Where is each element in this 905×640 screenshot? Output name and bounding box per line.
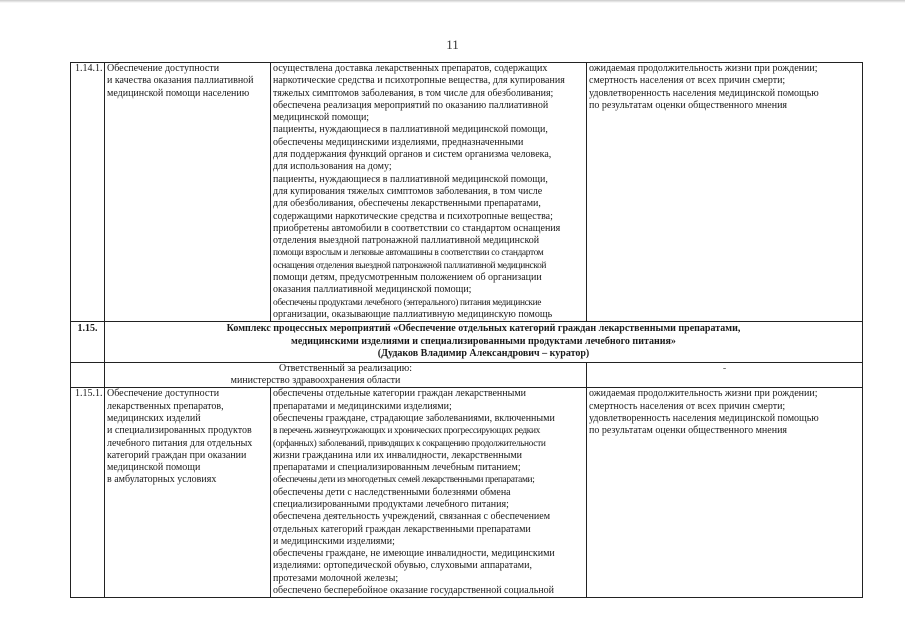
task-line: Обеспечение доступности — [107, 388, 220, 400]
result-line: медицинской помощи; — [273, 112, 370, 124]
result-line: наркотические средства и психотропные вещества, для купирования — [273, 75, 565, 87]
indicator-line: ожидаемая продолжительность жизни при рождении; — [589, 388, 818, 400]
result-line: отделения выездной патронажной паллиативной медицинской — [273, 235, 540, 247]
result-line: содержащими наркотические средства и психотропные вещества; — [273, 210, 553, 222]
task-line: лекарственных препаратов, — [107, 400, 224, 412]
indicator-line: смертность населения от всех причин смерти; — [589, 75, 786, 87]
result-line: оснащения отделения выездной патронажной паллиативной медицинской — [273, 260, 547, 271]
task-line: лечебного питания для отдельных — [107, 437, 253, 449]
results-cell — [271, 388, 587, 598]
responsible-label: Ответственный за реализацию: — [278, 362, 413, 374]
result-line: пациенты, нуждающиеся в паллиативной медицинской помощи, — [273, 173, 548, 185]
empty-cell — [71, 362, 105, 388]
scan-edge — [0, 0, 905, 3]
indicator-line: удовлетворенность населения медицинской помощью — [589, 87, 819, 99]
result-line: специализированными продуктами лечебного питания; — [273, 499, 509, 510]
indicator-line: смертность населения от всех причин смерти; — [589, 400, 786, 412]
result-line: осуществлена доставка лекарственных препаратов, содержащих — [273, 63, 548, 74]
result-line: жизни гражданина или их инвалидности, лекарственными — [273, 449, 523, 461]
table-row-1-15-1 — [71, 388, 863, 598]
task-cell — [105, 63, 271, 322]
indicator-line: по результатам оценки общественного мнения — [589, 425, 788, 437]
result-line: обеспечены продуктами лечебного (энтерального) питания медицинские — [273, 297, 542, 308]
table-row-1-14-1 — [71, 63, 863, 322]
responsible-value: министерство здравоохранения области — [230, 375, 401, 387]
result-line: обеспечено бесперебойное оказание государственной социальной — [273, 585, 554, 597]
result-line: обеспечены граждане, не имеющие инвалидности, медицинскими — [273, 548, 555, 560]
result-line: приобретены автомобили в соответствии со стандартом оснащения — [273, 222, 561, 234]
result-line: изделиями: ортопедической обувью, слуховыми аппаратами, — [273, 560, 532, 572]
result-line: обеспечены дети из многодетных семей лекарственными препаратами; — [273, 475, 535, 486]
result-line: в перечень жизнеугрожающих и хронических прогрессирующих редких — [273, 426, 541, 437]
result-line: и медицинскими изделиями; — [273, 535, 395, 547]
result-line: для использования на дому; — [273, 161, 392, 173]
indicators-cell — [587, 63, 863, 322]
section-title-line: медицинскими изделиями и специализированными продуктами лечебного питания» — [291, 335, 676, 347]
result-line: обеспечены отдельные категории граждан лекарственными — [273, 388, 527, 400]
result-line: помощи взрослым и легковые автомашины в соответствии со стандартом — [273, 248, 544, 259]
indicator-line: ожидаемая продолжительность жизни при рождении; — [589, 63, 818, 74]
task-line: категорий граждан при оказании — [107, 449, 247, 461]
result-line: протезами молочной железы; — [273, 572, 399, 584]
result-line: отдельных категорий граждан лекарственными препаратами — [273, 523, 531, 535]
result-line: оказания паллиативной медицинской помощи; — [273, 284, 472, 296]
dash-cell: - — [587, 362, 863, 388]
row-number: 1.15.1. — [71, 388, 105, 598]
result-line: обеспечены медицинскими изделиями, предназначенными — [273, 136, 524, 148]
result-line: (орфанных) заболеваний, приводящих к сокращению продолжительности — [273, 438, 546, 449]
result-line: для обезболивания, обеспечены лекарственными препаратами, — [273, 198, 541, 210]
result-line: пациенты, нуждающиеся в паллиативной медицинской помощи, — [273, 124, 548, 136]
task-line: медицинской помощи — [107, 462, 201, 474]
responsible-row — [71, 362, 863, 388]
result-line: препаратами и медицинскими изделиями; — [273, 400, 452, 412]
result-line: обеспечена деятельность учреждений, связанная с обеспечением — [273, 511, 551, 523]
section-title-line: Комплекс процессных мероприятий «Обеспечение отдельных категорий граждан лекарственными препаратами, — [226, 323, 741, 335]
result-line: обеспечены дети с наследственными болезнями обмена — [273, 486, 511, 498]
activities-table — [70, 62, 863, 598]
indicators-cell — [587, 388, 863, 598]
task-line: медицинских изделий — [107, 412, 201, 424]
task-line: Обеспечение доступности — [107, 63, 220, 74]
results-cell — [271, 63, 587, 322]
page-number: 11 — [446, 37, 459, 52]
result-line: тяжелых симптомов заболевания, в том числе для обезболивания; — [273, 87, 554, 99]
section-title-line: (Дудаков Владимир Александрович – куратор) — [377, 348, 590, 360]
result-line: для поддержания функций органов и систем организма человека, — [273, 149, 552, 161]
row-number: 1.14.1. — [71, 63, 105, 322]
result-line: для купирования тяжелых симптомов заболевания, в том числе — [273, 185, 543, 197]
result-line: обеспечена реализация мероприятий по оказанию паллиативной — [273, 99, 549, 111]
task-line: в амбулаторных условиях — [107, 474, 217, 486]
indicator-line: удовлетворенность населения медицинской помощью — [589, 412, 819, 424]
task-cell — [105, 388, 271, 598]
result-line: препаратами и специализированным лечебным питанием; — [273, 462, 521, 474]
result-line: помощи детям, предусмотренным положением об организации — [273, 272, 542, 284]
section-header-1-15 — [71, 322, 863, 363]
responsible-cell — [105, 362, 587, 388]
result-line: организации, оказывающие паллиативную медицинскую помощь — [273, 308, 553, 320]
section-title — [105, 322, 863, 363]
task-line: медицинской помощи населению — [107, 87, 250, 99]
section-number: 1.15. — [71, 322, 105, 363]
task-line: и качества оказания паллиативной — [107, 75, 254, 87]
result-line: обеспечены граждане, страдающие заболеваниями, включенными — [273, 412, 555, 424]
indicator-line: по результатам оценки общественного мнения — [589, 99, 788, 111]
task-line: и специализированных продуктов — [107, 425, 252, 437]
